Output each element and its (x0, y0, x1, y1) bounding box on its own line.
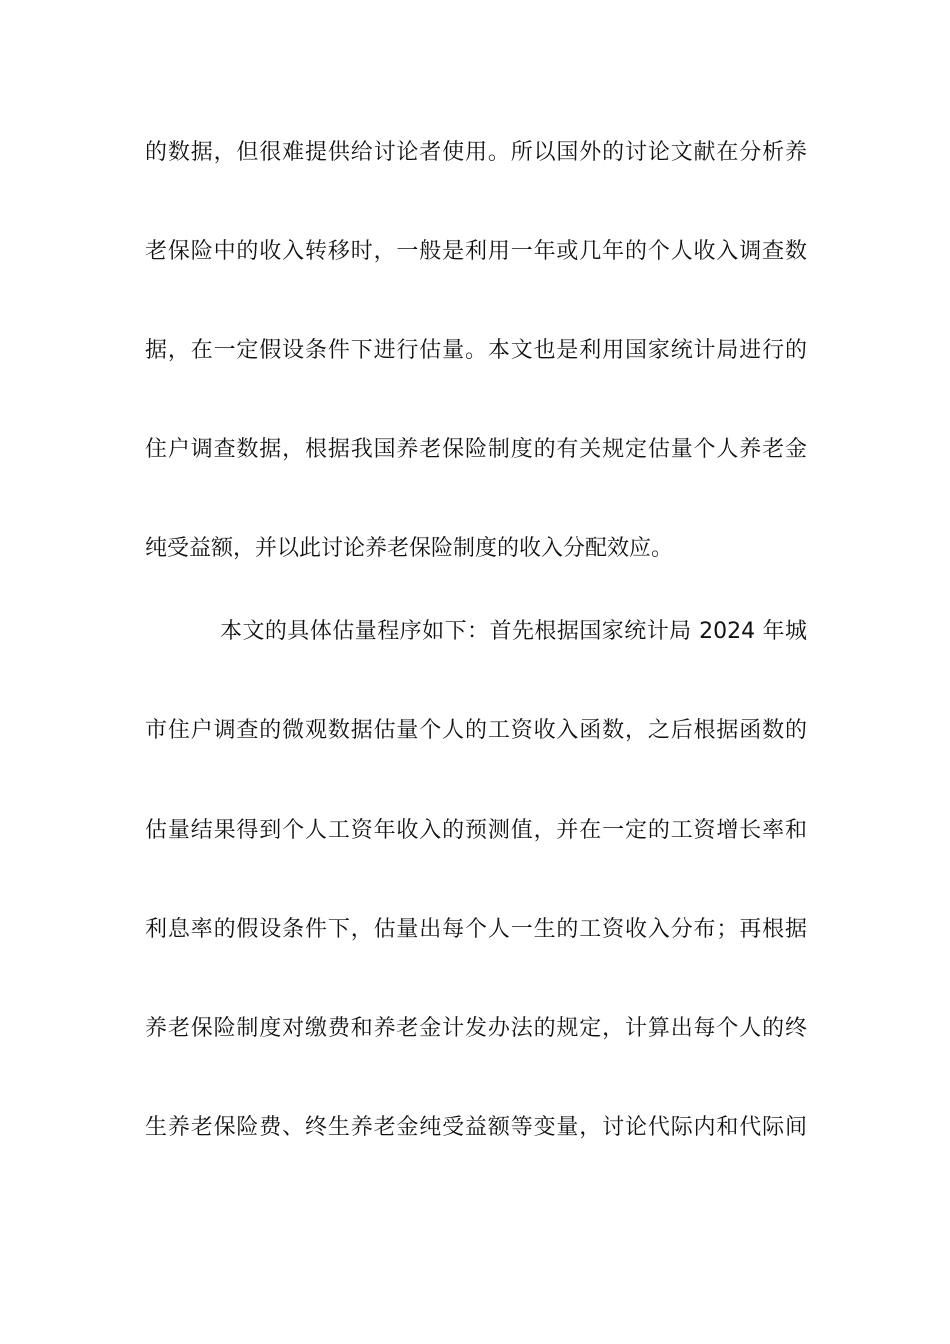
text-line: 市住户调查的微观数据估量个人的工资收入函数，之后根据函数的 (145, 718, 807, 743)
text-line: 据，在一定假设条件下进行估量。本文也是利用国家统计局进行的 (145, 338, 807, 363)
text-line: 估量结果得到个人工资年收入的预测值，并在一定的工资增长率和 (145, 818, 807, 843)
text-line: 的数据，但很难提供给讨论者使用。所以国外的讨论文献在分析养 (145, 140, 807, 165)
text-line: 老保险中的收入转移时，一般是利用一年或几年的个人收入调查数 (145, 239, 807, 264)
text-line: 养老保险制度对缴费和养老金计发办法的规定，计算出每个人的终 (145, 1016, 807, 1041)
text-line: 本文的具体估量程序如下：首先根据国家统计局 2024 年城 (220, 619, 807, 644)
text-line: 住户调查数据，根据我国养老保险制度的有关规定估量个人养老金 (145, 437, 807, 462)
text-line: 利息率的假设条件下，估量出每个人一生的工资收入分布；再根据 (145, 917, 807, 942)
text-line: 生养老保险费、终生养老金纯受益额等变量，讨论代际内和代际间 (145, 1115, 807, 1140)
text-line: 纯受益额，并以此讨论养老保险制度的收入分配效应。 (145, 536, 674, 561)
